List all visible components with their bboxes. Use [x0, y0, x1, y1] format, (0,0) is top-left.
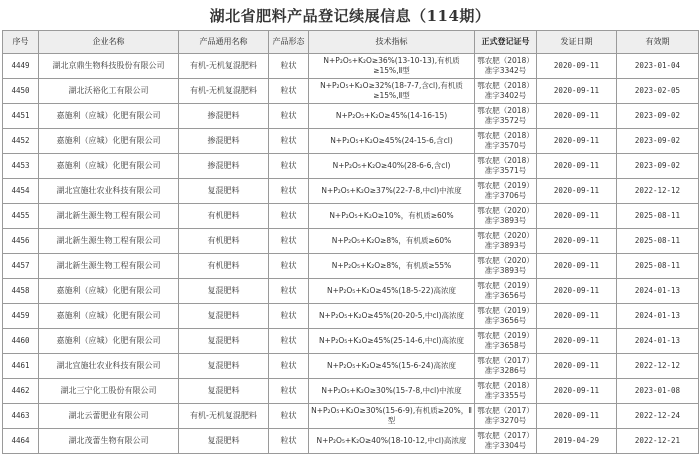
cell-form: 粒状 — [269, 79, 309, 104]
cell-cert — [475, 404, 537, 429]
cell-valid: 2024-01-13 — [617, 279, 699, 304]
cert-line-1: 鄂农肥（2018） — [477, 156, 534, 165]
cert-line-2: 准字3656号 — [484, 291, 527, 300]
cert-line-1: 鄂农肥（2019） — [477, 181, 534, 190]
cell-company: 嘉施利（应城）化肥有限公司 — [39, 304, 179, 329]
cell-company: 湖北沃裕化工有限公司 — [39, 79, 179, 104]
cell-spec: N+P₂O₅+K₂O≥30%(15-7-8,中cl)中浓度 — [309, 379, 475, 404]
cell-spec: N+P₂O₅+K₂O≥45%(20-20-5,中cl)高浓度 — [309, 304, 475, 329]
cell-company: 嘉施利（应城）化肥有限公司 — [39, 104, 179, 129]
cell-spec: N+P₂O₅+K₂O≥36%(13-10-13),有机质≥15%,Ⅱ型 — [309, 54, 475, 79]
cell-company: 湖北宜施壮农业科技有限公司 — [39, 354, 179, 379]
cert-line-1: 鄂农肥（2018） — [477, 56, 534, 65]
table-row — [3, 204, 699, 229]
cell-form: 粒状 — [269, 354, 309, 379]
cell-product: 掺混肥料 — [179, 104, 269, 129]
cell-spec: N+P₂O₅+K₂O≥30%(15-6-9),有机质≥20%，Ⅱ型 — [309, 404, 475, 429]
cell-valid: 2023-01-08 — [617, 379, 699, 404]
cell-cert — [475, 54, 537, 79]
table-row — [3, 404, 699, 429]
cell-valid: 2023-09-02 — [617, 154, 699, 179]
cell-valid: 2024-01-13 — [617, 304, 699, 329]
table-header-row — [3, 31, 699, 54]
cert-line-2: 准字3286号 — [484, 366, 527, 375]
cell-form: 粒状 — [269, 429, 309, 454]
cell-company: 湖北新生源生物工程有限公司 — [39, 254, 179, 279]
cell-form: 粒状 — [269, 254, 309, 279]
cell-form: 粒状 — [269, 204, 309, 229]
cell-form: 粒状 — [269, 104, 309, 129]
cell-issued: 2020-09-11 — [537, 154, 617, 179]
cell-seq: 4453 — [3, 154, 39, 179]
cell-issued: 2020-09-11 — [537, 229, 617, 254]
cert-line-2: 准字3656号 — [484, 316, 527, 325]
cell-spec: N+P₂O₅+K₂O≥37%(22-7-8,中cl)中浓度 — [309, 179, 475, 204]
cert-line-2: 准字3402号 — [484, 91, 527, 100]
cell-seq: 4452 — [3, 129, 39, 154]
cell-company: 湖北云蕾肥业有限公司 — [39, 404, 179, 429]
cell-seq: 4464 — [3, 429, 39, 454]
registration-table — [2, 30, 699, 454]
cell-seq: 4454 — [3, 179, 39, 204]
cell-spec: N+P₂O₅+K₂O≥45%(24-15-6,含cl) — [309, 129, 475, 154]
cert-line-2: 准字3893号 — [484, 266, 527, 275]
cell-form: 粒状 — [269, 304, 309, 329]
cell-seq: 4457 — [3, 254, 39, 279]
cell-seq: 4450 — [3, 79, 39, 104]
cell-issued: 2020-09-11 — [537, 254, 617, 279]
cell-company: 湖北新生源生物工程有限公司 — [39, 229, 179, 254]
table-row — [3, 129, 699, 154]
page-title: 湖北省肥料产品登记续展信息（114期） — [209, 6, 491, 25]
cell-issued: 2020-09-11 — [537, 379, 617, 404]
cell-valid: 2022-12-21 — [617, 429, 699, 454]
cert-line-2: 准字3342号 — [484, 66, 527, 75]
cell-seq: 4458 — [3, 279, 39, 304]
cell-product: 有机肥料 — [179, 254, 269, 279]
cell-spec: N+P₂O₅+K₂O≥40%(18-10-12,中cl)高浓度 — [309, 429, 475, 454]
table-row — [3, 304, 699, 329]
cell-company: 嘉施利（应城）化肥有限公司 — [39, 154, 179, 179]
cell-cert — [475, 354, 537, 379]
header-company: 企业名称 — [39, 31, 179, 54]
cell-form: 粒状 — [269, 54, 309, 79]
cell-issued: 2020-09-11 — [537, 54, 617, 79]
cert-line-2: 准字3570号 — [484, 141, 527, 150]
cert-line-1: 鄂农肥（2017） — [477, 356, 534, 365]
cell-spec: N+P₂O₅+K₂O≥45%(14-16-15) — [309, 104, 475, 129]
cell-issued: 2020-09-11 — [537, 279, 617, 304]
header-product: 产品通用名称 — [179, 31, 269, 54]
cell-form: 粒状 — [269, 229, 309, 254]
cert-line-2: 准字3355号 — [484, 391, 527, 400]
cell-cert — [475, 79, 537, 104]
cell-seq: 4459 — [3, 304, 39, 329]
cell-cert — [475, 254, 537, 279]
cell-product: 复混肥料 — [179, 279, 269, 304]
cell-valid: 2023-01-04 — [617, 54, 699, 79]
table-row — [3, 379, 699, 404]
header-spec: 技术指标 — [309, 31, 475, 54]
cell-cert — [475, 429, 537, 454]
cell-issued: 2020-09-11 — [537, 79, 617, 104]
cell-spec: N+P₂O₅+K₂O≥10%，有机质≥60% — [309, 204, 475, 229]
cert-line-2: 准字3572号 — [484, 116, 527, 125]
cell-product: 掺混肥料 — [179, 154, 269, 179]
cell-seq: 4451 — [3, 104, 39, 129]
cell-spec: N+P₂O₅+K₂O≥8%，有机质≥60% — [309, 229, 475, 254]
cell-company: 湖北茂蕾生物有限公司 — [39, 429, 179, 454]
cell-seq: 4456 — [3, 229, 39, 254]
cell-issued: 2020-09-11 — [537, 354, 617, 379]
cert-line-2: 准字3893号 — [484, 216, 527, 225]
cell-company: 湖北京鼎生物科技股份有限公司 — [39, 54, 179, 79]
cell-valid: 2023-09-02 — [617, 129, 699, 154]
cert-line-1: 鄂农肥（2018） — [477, 81, 534, 90]
cell-product: 复混肥料 — [179, 429, 269, 454]
header-issued: 发证日期 — [537, 31, 617, 54]
header-valid: 有效期 — [617, 31, 699, 54]
cell-company: 嘉施利（应城）化肥有限公司 — [39, 329, 179, 354]
cell-product: 有机-无机复混肥料 — [179, 79, 269, 104]
cert-line-1: 鄂农肥（2019） — [477, 281, 534, 290]
header-seq: 序号 — [3, 31, 39, 54]
table-row — [3, 329, 699, 354]
cell-issued: 2020-09-11 — [537, 104, 617, 129]
cell-cert — [475, 179, 537, 204]
table-row — [3, 429, 699, 454]
cell-spec: N+P₂O₅+K₂O≥45%(15-6-24)高浓度 — [309, 354, 475, 379]
cell-issued: 2020-09-11 — [537, 179, 617, 204]
cert-line-2: 准字3658号 — [484, 341, 527, 350]
cell-cert — [475, 304, 537, 329]
cell-cert — [475, 229, 537, 254]
cell-product: 掺混肥料 — [179, 129, 269, 154]
cell-seq: 4455 — [3, 204, 39, 229]
cell-valid: 2023-02-05 — [617, 79, 699, 104]
cell-form: 粒状 — [269, 179, 309, 204]
cell-issued: 2020-09-11 — [537, 204, 617, 229]
cell-form: 粒状 — [269, 279, 309, 304]
cell-form: 粒状 — [269, 129, 309, 154]
cell-spec: N+P₂O₅+K₂O≥45%(25-14-6,中cl)高浓度 — [309, 329, 475, 354]
cell-spec: N+P₂O₅+K₂O≥32%(18-7-7,含cl),有机质≥15%,Ⅱ型 — [309, 79, 475, 104]
cell-valid: 2025-08-11 — [617, 204, 699, 229]
table-row — [3, 79, 699, 104]
table-row — [3, 179, 699, 204]
cell-cert — [475, 104, 537, 129]
cell-spec: N+P₂O₅+K₂O≥40%(28-6-6,含cl) — [309, 154, 475, 179]
cert-line-1: 鄂农肥（2020） — [477, 256, 534, 265]
table-row — [3, 354, 699, 379]
cell-product: 复混肥料 — [179, 179, 269, 204]
cell-product: 复混肥料 — [179, 354, 269, 379]
table-row — [3, 279, 699, 304]
cell-form: 粒状 — [269, 154, 309, 179]
cell-product: 有机肥料 — [179, 204, 269, 229]
cell-product: 有机-无机复混肥料 — [179, 54, 269, 79]
cert-line-1: 鄂农肥（2017） — [477, 406, 534, 415]
cell-valid: 2025-08-11 — [617, 229, 699, 254]
cell-product: 有机肥料 — [179, 229, 269, 254]
table-row — [3, 254, 699, 279]
cell-product: 复混肥料 — [179, 304, 269, 329]
cell-form: 粒状 — [269, 379, 309, 404]
table-row — [3, 154, 699, 179]
cell-product: 复混肥料 — [179, 329, 269, 354]
cert-line-1: 鄂农肥（2018） — [477, 381, 534, 390]
cell-cert — [475, 204, 537, 229]
cell-spec: N+P₂O₅+K₂O≥8%，有机质≥55% — [309, 254, 475, 279]
cell-form: 粒状 — [269, 329, 309, 354]
cell-company: 嘉施利（应城）化肥有限公司 — [39, 279, 179, 304]
cert-line-1: 鄂农肥（2020） — [477, 206, 534, 215]
table-row — [3, 229, 699, 254]
cell-valid: 2023-09-02 — [617, 104, 699, 129]
cell-issued: 2020-09-11 — [537, 129, 617, 154]
cert-line-2: 准字3304号 — [484, 441, 527, 450]
cell-valid: 2022-12-24 — [617, 404, 699, 429]
cell-seq: 4449 — [3, 54, 39, 79]
cell-cert — [475, 279, 537, 304]
cert-line-1: 鄂农肥（2018） — [477, 131, 534, 140]
cell-form: 粒状 — [269, 404, 309, 429]
cell-valid: 2024-01-13 — [617, 329, 699, 354]
table-row — [3, 104, 699, 129]
cell-seq: 4460 — [3, 329, 39, 354]
cert-line-1: 鄂农肥（2019） — [477, 331, 534, 340]
cert-line-1: 鄂农肥（2017） — [477, 431, 534, 440]
cert-line-1: 鄂农肥（2018） — [477, 106, 534, 115]
cell-valid: 2025-08-11 — [617, 254, 699, 279]
cell-company: 湖北新生源生物工程有限公司 — [39, 204, 179, 229]
cell-product: 有机-无机复混肥料 — [179, 404, 269, 429]
cell-seq: 4462 — [3, 379, 39, 404]
cell-company: 湖北三宁化工股份有限公司 — [39, 379, 179, 404]
cell-issued: 2020-09-11 — [537, 304, 617, 329]
cell-cert — [475, 129, 537, 154]
cell-company: 湖北宜施壮农业科技有限公司 — [39, 179, 179, 204]
cell-seq: 4461 — [3, 354, 39, 379]
cell-issued: 2019-04-29 — [537, 429, 617, 454]
cell-seq: 4463 — [3, 404, 39, 429]
table-row — [3, 54, 699, 79]
cert-line-1: 鄂农肥（2020） — [477, 231, 534, 240]
cell-company: 嘉施利（应城）化肥有限公司 — [39, 129, 179, 154]
header-cert: 正式登记证号 — [475, 31, 537, 54]
header-form: 产品形态 — [269, 31, 309, 54]
cell-issued: 2020-09-11 — [537, 329, 617, 354]
cert-line-2: 准字3706号 — [484, 191, 527, 200]
cert-line-2: 准字3571号 — [484, 166, 527, 175]
cell-valid: 2022-12-12 — [617, 354, 699, 379]
cell-cert — [475, 329, 537, 354]
cell-valid: 2022-12-12 — [617, 179, 699, 204]
cell-product: 复混肥料 — [179, 379, 269, 404]
cell-cert — [475, 379, 537, 404]
cell-spec: N+P₂O₅+K₂O≥45%(18-5-22)高浓度 — [309, 279, 475, 304]
cell-issued: 2020-09-11 — [537, 404, 617, 429]
cell-cert — [475, 154, 537, 179]
cert-line-1: 鄂农肥（2019） — [477, 306, 534, 315]
cert-line-2: 准字3270号 — [484, 416, 527, 425]
cert-line-2: 准字3893号 — [484, 241, 527, 250]
